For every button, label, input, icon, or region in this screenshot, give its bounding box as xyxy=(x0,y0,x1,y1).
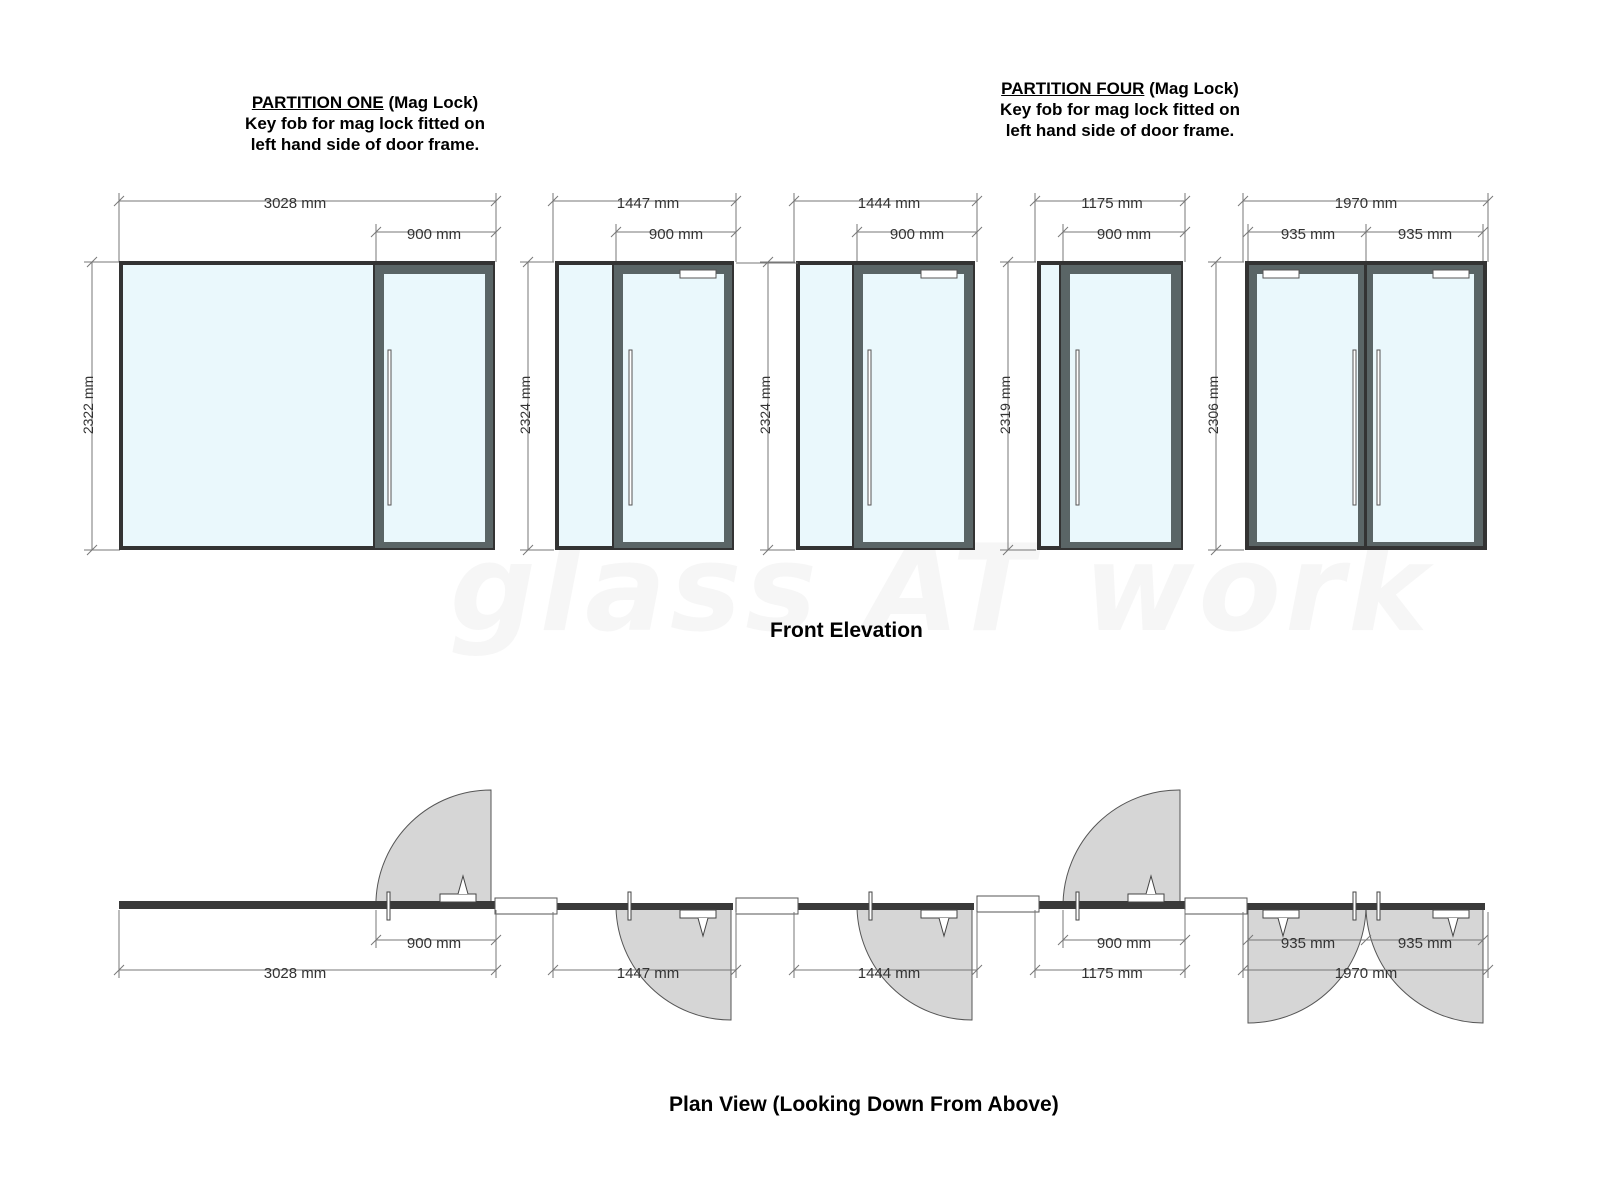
dim-p3-door: 900 mm xyxy=(889,226,945,243)
front-elevation-title: Front Elevation xyxy=(770,619,923,642)
elevation-frame-1 xyxy=(121,263,493,548)
plan-p5-width: 1970 mm xyxy=(1334,965,1398,982)
partition-four-title: PARTITION FOUR xyxy=(1001,79,1145,98)
dim-p4-width: 1175 mm xyxy=(1081,195,1143,212)
plan-p4-width: 1175 mm xyxy=(1081,965,1143,982)
dim-p4-door: 900 mm xyxy=(1096,226,1152,243)
dim-p1-width: 3028 mm xyxy=(263,195,327,212)
dim-p2-width: 1447 mm xyxy=(616,195,680,212)
partition-one-lock: (Mag Lock) xyxy=(383,93,479,112)
partition-one-line3: left hand side of door frame. xyxy=(250,135,480,154)
elevation-frame-4 xyxy=(1039,263,1181,548)
plan-p2-width: 1447 mm xyxy=(616,965,680,982)
plan-wall-line xyxy=(119,901,1485,910)
dim-p2-height: 2324 mm xyxy=(517,375,533,435)
partition-one-title: PARTITION ONE xyxy=(251,93,384,112)
dim-p5-door-right: 935 mm xyxy=(1397,226,1453,243)
plan-p4-door: 900 mm xyxy=(1096,935,1152,952)
dim-p2-door: 900 mm xyxy=(648,226,704,243)
partition-one-line2: Key fob for mag lock fitted on xyxy=(245,114,485,133)
plan-view-title: Plan View (Looking Down From Above) xyxy=(669,1093,1059,1116)
plan-p3-width: 1444 mm xyxy=(857,965,921,982)
plan-p1-width: 3028 mm xyxy=(263,965,327,982)
elevation-frame-2 xyxy=(557,263,732,548)
partition-four-lock: (Mag Lock) xyxy=(1144,79,1239,98)
elevation-frame-5 xyxy=(1247,263,1485,548)
elevation-frame-3 xyxy=(798,263,973,548)
dim-p5-door-left: 935 mm xyxy=(1280,226,1336,243)
dim-p3-width: 1444 mm xyxy=(857,195,921,212)
plan-p5-door-left: 935 mm xyxy=(1280,935,1336,952)
partition-four-line2: Key fob for mag lock fitted on xyxy=(1000,100,1240,119)
plan-p5-door-right: 935 mm xyxy=(1397,935,1453,952)
dim-p3-height: 2324 mm xyxy=(757,375,773,435)
dim-p5-width: 1970 mm xyxy=(1334,195,1398,212)
dim-p1-door: 900 mm xyxy=(406,226,462,243)
dim-p5-height: 2306 mm xyxy=(1205,375,1221,435)
plan-p1-door: 900 mm xyxy=(406,935,462,952)
partition-four-line3: left hand side of door frame. xyxy=(1005,121,1235,140)
dim-p1-height: 2322 mm xyxy=(80,375,96,435)
dim-p4-height: 2319 mm xyxy=(997,375,1013,435)
